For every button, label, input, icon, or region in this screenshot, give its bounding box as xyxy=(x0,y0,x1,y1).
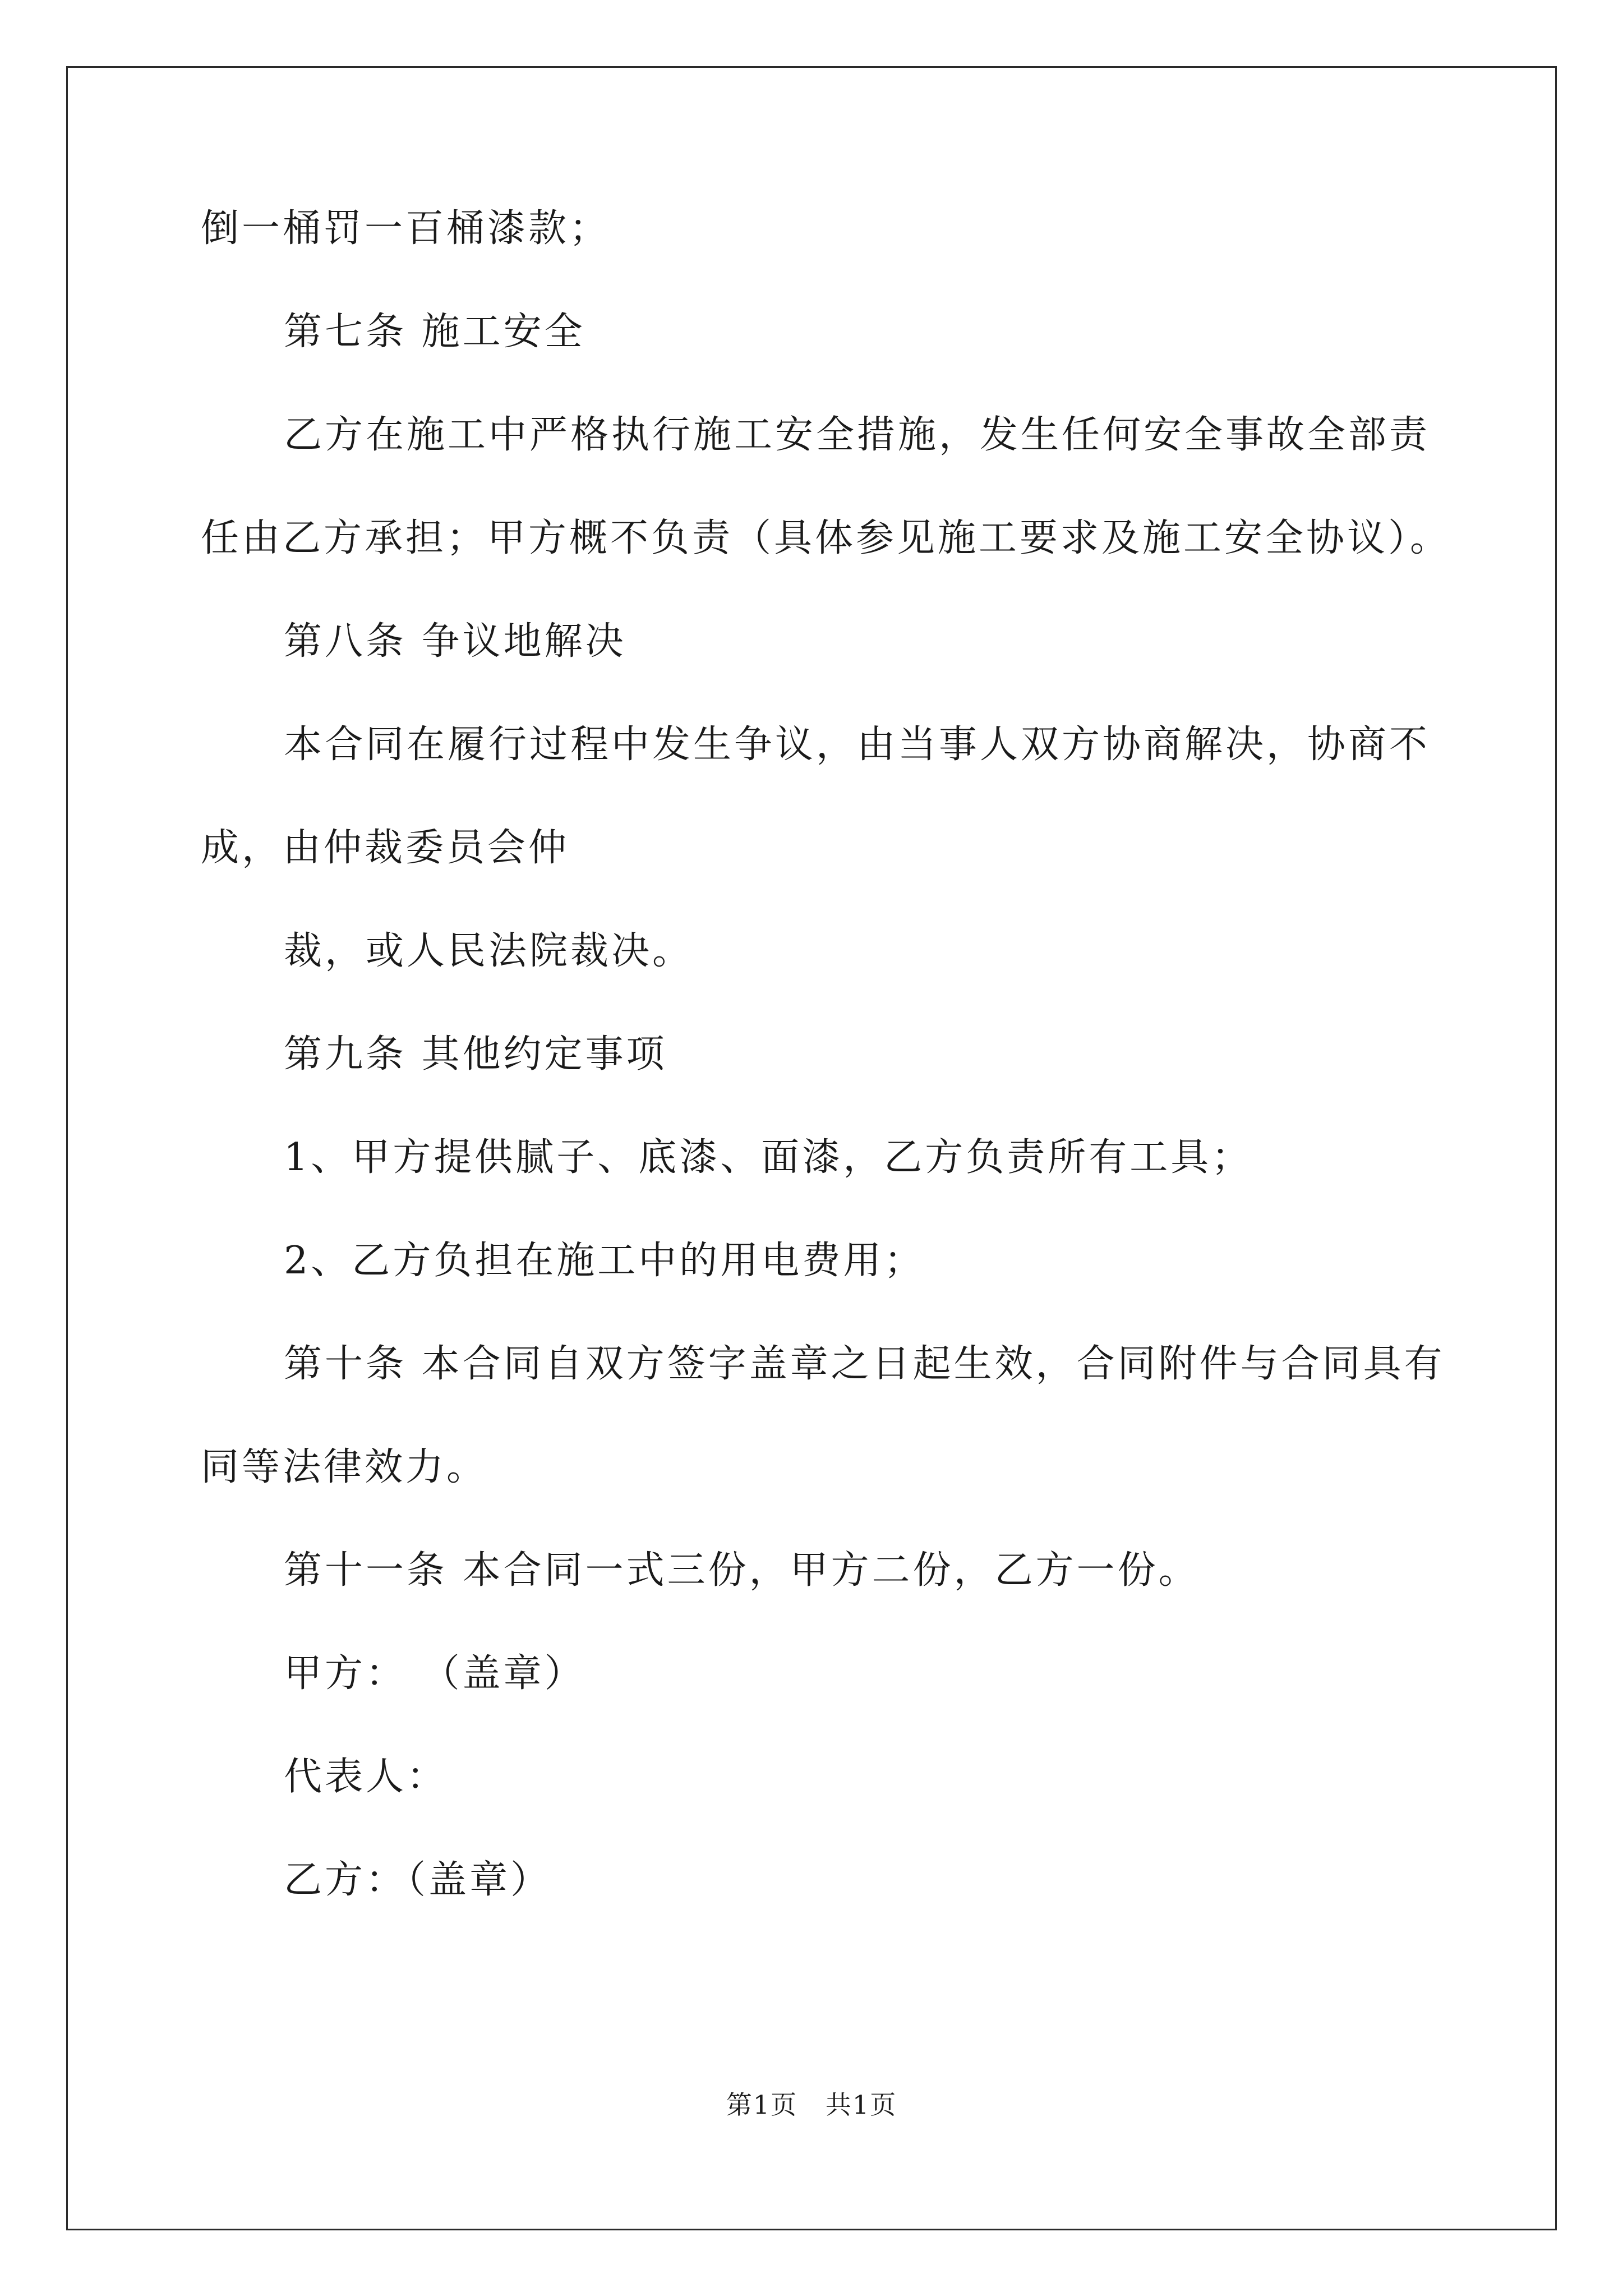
paragraph-line: 成，由仲裁委员会仲 xyxy=(201,826,570,870)
paragraph-line: 乙方在施工中严格执行施工安全措施，发生任何安全事故全部责 xyxy=(284,413,1431,457)
paragraph-line: 第十一条 本合同一式三份，甲方二份，乙方一份。 xyxy=(284,1548,1200,1593)
section-heading: 第九条 其他约定事项 xyxy=(284,1032,667,1076)
signature-party-b: 乙方：（盖章） xyxy=(284,1858,552,1902)
document-body xyxy=(201,202,1451,1907)
paragraph-line: 第十条 本合同自双方签字盖章之日起生效，合同附件与合同具有 xyxy=(284,1342,1445,1386)
section-heading: 第八条 争议地解决 xyxy=(284,619,626,664)
page-number-footer: 第1页 共1页 xyxy=(726,2090,897,2120)
paragraph-line: 本合同在履行过程中发生争议，由当事人双方协商解决，协商不 xyxy=(284,723,1431,767)
list-item: 1、甲方提供腻子、底漆、面漆，乙方负责所有工具； xyxy=(284,1135,1253,1180)
paragraph-line: 裁，或人民法院裁决。 xyxy=(284,929,694,973)
signature-representative: 代表人： xyxy=(284,1755,448,1799)
text-line: 倒一桶罚一百桶漆款； xyxy=(201,206,611,251)
list-item: 2、乙方负担在施工中的用电费用； xyxy=(284,1239,925,1283)
paragraph-line: 任由乙方承担；甲方概不负责（具体参见施工要求及施工安全协议）。 xyxy=(201,516,1451,560)
signature-party-a: 甲方： （盖章） xyxy=(284,1651,585,1696)
paragraph-line: 同等法律效力。 xyxy=(201,1445,488,1489)
section-heading: 第七条 施工安全 xyxy=(284,310,585,354)
